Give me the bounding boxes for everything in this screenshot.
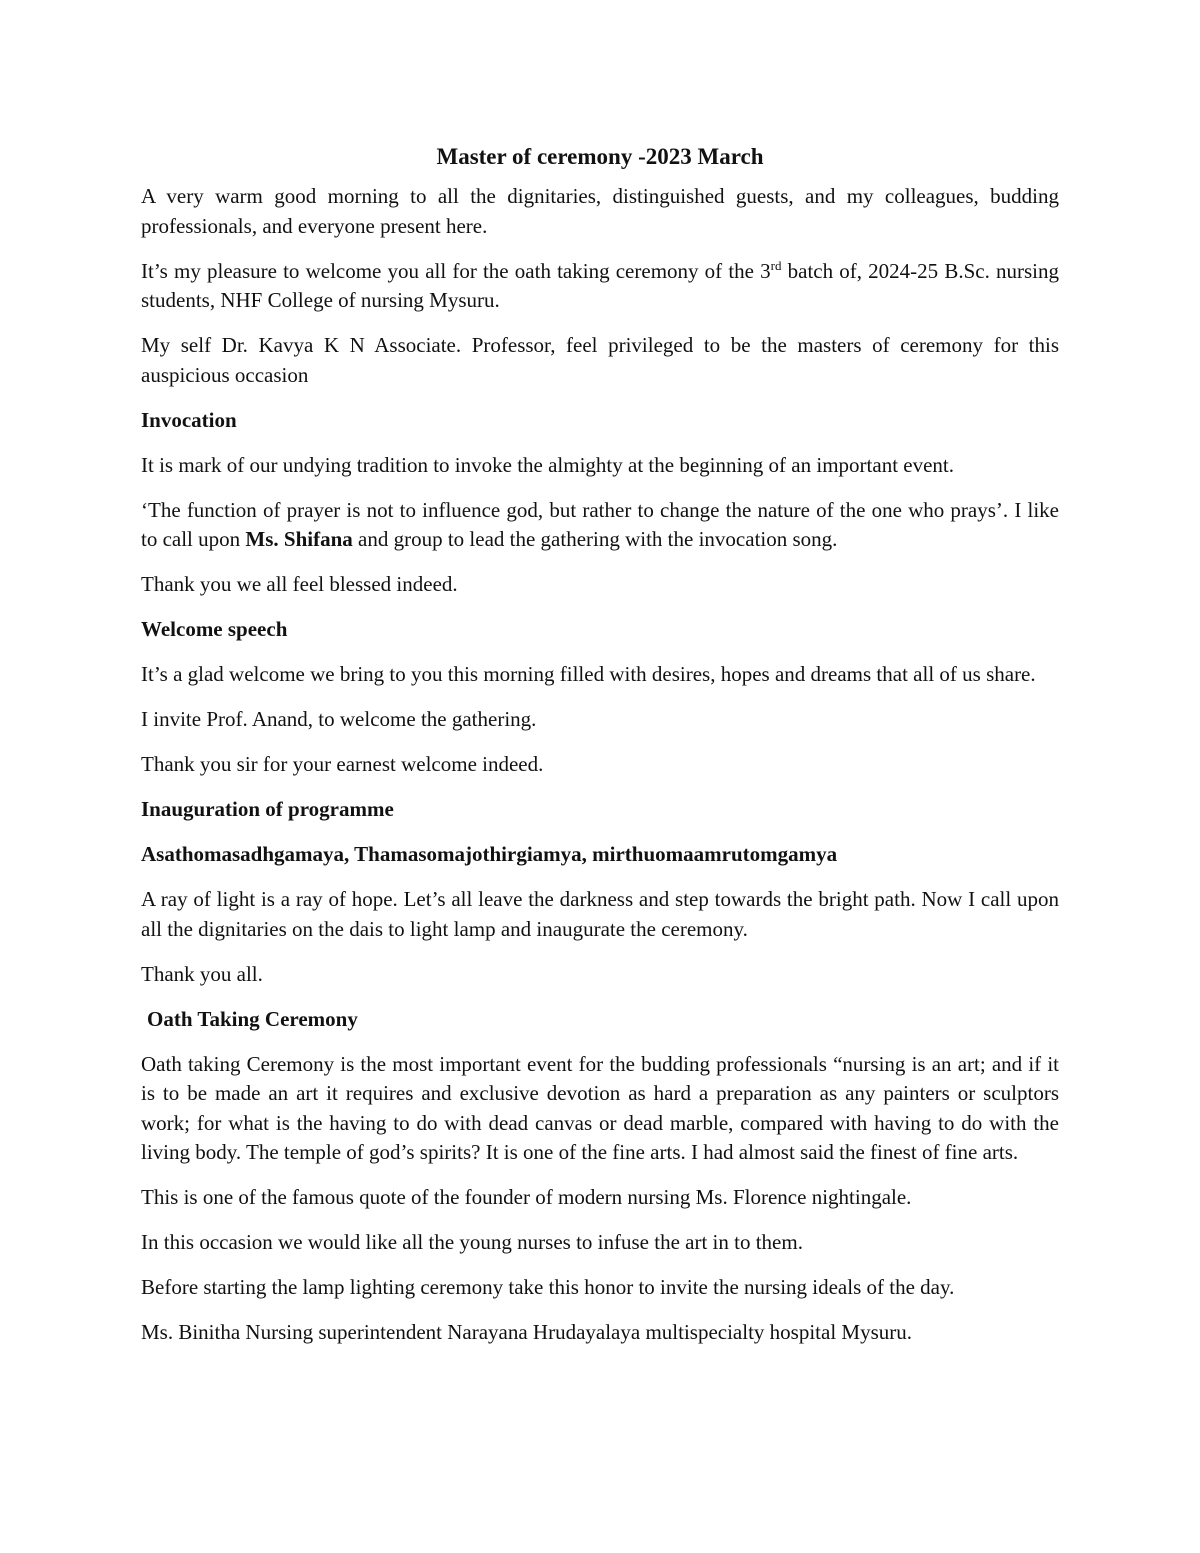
introduction-paragraph: My self Dr. Kavya K N Associate. Professor, feel privileged to be the masters of ceremony for this auspicious occasion [141, 333, 1059, 387]
prayer-text-end: and group to lead the gathering with the invocation song. [352, 527, 838, 551]
lamp-lighting-paragraph: Before starting the lamp lighting ceremony take this honor to invite the nursing ideals of the day. [141, 1275, 955, 1299]
welcome-paragraph [141, 257, 1059, 316]
invocation-performer: Ms. Shifana [245, 527, 353, 551]
oath-paragraph: Oath taking Ceremony is the most important event for the budding professionals “nursing is an art; and if it is to be made an art it requires and exclusive devotion as hard a preparation as any painters or sculptors work; for what is the having to do with dead canvas or dead marble, compared with having to do with the living body. The temple of god’s spirits? It is one of the fine arts. I had almost said the finest of fine arts. [141, 1051, 1059, 1164]
prayer-text-start: ‘The function of prayer is not to influence god, but rather to change the nature of the one who prays’. I like to call upon [141, 497, 1059, 551]
invocation-heading: Invocation [141, 407, 237, 432]
invocation-thanks: Thank you we all feel blessed indeed. [141, 572, 458, 596]
inauguration-mantra: Asathomasadhgamaya, Thamasomajothirgiamya, mirthuomaamrutomgamya [141, 842, 838, 866]
prayer-paragraph [141, 496, 1059, 555]
inauguration-paragraph: A ray of light is a ray of hope. Let’s all leave the darkness and step towards the bright path. Now I call upon all the dignitaries on the dais to light lamp and inaugurate the ceremony. [141, 887, 1059, 941]
inauguration-thanks: Thank you all. [141, 961, 263, 986]
inauguration-heading: Inauguration of programme [141, 797, 394, 821]
occasion-paragraph: In this occasion we would like all the young nurses to infuse the art in to them. [141, 1230, 803, 1254]
quote-attribution: This is one of the famous quote of the founder of modern nursing Ms. Florence nightingale. [141, 1185, 912, 1209]
welcome-thanks: Thank you sir for your earnest welcome indeed. [141, 752, 544, 776]
invocation-paragraph: It is mark of our undying tradition to invoke the almighty at the beginning of an important event. [141, 452, 955, 477]
welcome-speech-heading: Welcome speech [141, 617, 288, 641]
greeting-paragraph: A very warm good morning to all the dignitaries, distinguished guests, and my colleagues, budding professionals, and everyone present here. [141, 184, 1059, 238]
guest-introduction: Ms. Binitha Nursing superintendent Narayana Hrudayalaya multispecialty hospital Mysuru. [141, 1320, 913, 1344]
welcome-speech-paragraph: It’s a glad welcome we bring to you this morning filled with desires, hopes and dreams that all of us share. [141, 662, 1036, 686]
document-page [141, 140, 1059, 1363]
document-title: Master of ceremony -2023 March [436, 144, 764, 169]
ordinal-suffix: rd [770, 257, 782, 273]
welcome-text-start: It’s my pleasure to welcome you all for the oath taking ceremony of the 3 [141, 258, 771, 283]
welcome-text-end: batch of, 2024-25 B.Sc. nursing students, NHF College of nursing Mysuru. [141, 258, 1059, 312]
welcome-invite: I invite Prof. Anand, to welcome the gathering. [141, 707, 537, 731]
oath-heading: Oath Taking Ceremony [147, 1006, 358, 1031]
